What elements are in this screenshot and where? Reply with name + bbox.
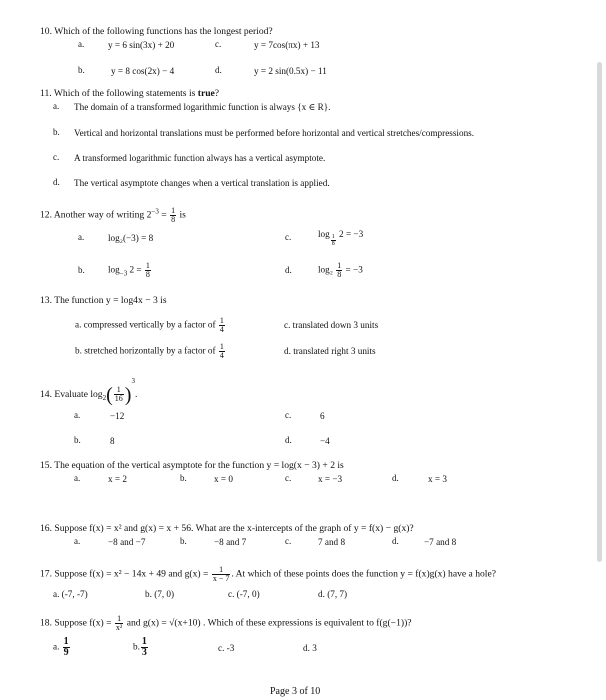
q12-option-a-label[interactable]: a. (78, 232, 85, 242)
q12-option-c-text: log $\frac{1}{8}$ 2 = −3 (318, 229, 364, 247)
q18-option-a[interactable]: a. $\frac{1}{9}$ (53, 636, 69, 658)
q14-option-a-text: −12 (110, 411, 125, 421)
q12-option-d-label[interactable]: d. (285, 265, 292, 275)
q11-option-a-label[interactable]: a. (53, 101, 60, 111)
q15-option-b-label[interactable]: b. (180, 473, 187, 483)
q17-option-a[interactable]: a. (-7, -7) (53, 589, 88, 599)
q12-option-a-text: log₂(−3) = 8 (108, 233, 154, 243)
q11-option-b-label[interactable]: b. (53, 127, 60, 137)
q13-option-a[interactable]: a. compressed vertically by a factor of $\frac{1}{4}$ (75, 316, 224, 334)
q14-option-c-text: 6 (320, 411, 325, 421)
q10-option-b-label[interactable]: b. (78, 65, 85, 75)
q12-option-c-label[interactable]: c. (285, 232, 292, 242)
q15-option-d-text: x = 3 (428, 474, 447, 484)
q16-stem: 16. Suppose f(x) = x² and g(x) = x + 56. What are the x-intercepts of the graph of y = f(x) − g(x)? (40, 523, 414, 534)
q18-option-d[interactable]: d. 3 (303, 643, 317, 653)
q15-option-d-label[interactable]: d. (392, 473, 399, 483)
q11-option-c-label[interactable]: c. (53, 152, 60, 162)
q15-stem: 15. The equation of the vertical asymptote for the function y = log(x − 3) + 2 is (40, 460, 344, 471)
q13-option-d[interactable]: d. translated right 3 units (284, 346, 376, 356)
page-number: Page 3 of 10 (270, 686, 321, 697)
q12-option-d-text: log₂ $\frac{1}{8}$ = −3 (318, 261, 363, 279)
q14-option-b-text: 8 (110, 436, 115, 446)
q17-stem: 17. Suppose f(x) = x² − 14x + 49 and g(x) = $\frac{1}{x - 7}$ . At which of these points does the function y = f(x)g(x) have a hole? (40, 565, 496, 583)
vertical-scrollbar[interactable] (597, 62, 602, 562)
q16-option-b-text: −8 and 7 (214, 537, 247, 547)
q11-option-a-text: The domain of a transformed logarithmic function is always {x ∈ R}. (74, 102, 331, 112)
q10-option-b-text: y = 8 cos(2x) − 4 (111, 66, 175, 76)
q18-option-c[interactable]: c. -3 (218, 643, 235, 653)
q18-stem: 18. Suppose f(x) = $\frac{1}{\text{x²}}$ and g(x) = √(x+10) . Which of these expressions is equivalent to f(g(−1))? (40, 614, 412, 632)
q10-option-a-text: y = 6 sin(3x) + 20 (108, 40, 175, 50)
q15-option-a-text: x = 2 (108, 474, 127, 484)
q15-option-c-text: x = −3 (318, 474, 343, 484)
q10-option-d-label[interactable]: d. (215, 65, 222, 75)
q10-stem: 10. Which of the following functions has the longest period? (40, 26, 273, 37)
q14-option-d-text: −4 (320, 436, 330, 446)
q16-option-a-label[interactable]: a. (74, 536, 81, 546)
q17-option-b[interactable]: b. (7, 0) (145, 589, 175, 599)
q13-option-c[interactable]: c. translated down 3 units (284, 320, 379, 330)
q18-option-b[interactable]: b. $\frac{1}{3}$ (133, 636, 147, 658)
q11-option-c-text: A transformed logarithmic function always has a vertical asymptote. (74, 153, 326, 163)
q17-option-d[interactable]: d. (7, 7) (318, 589, 348, 599)
q11-option-b-text: Vertical and horizontal translations must be performed before horizontal and vertical stretches/compressions. (74, 128, 475, 138)
q13-option-b[interactable]: b. stretched horizontally by a factor of $\frac{1}{4}$ (75, 342, 224, 360)
q16-option-d-label[interactable]: d. (392, 536, 399, 546)
q16-option-b-label[interactable]: b. (180, 536, 187, 546)
q16-option-d-text: −7 and 8 (424, 537, 457, 547)
q11-stem: 11. Which of the following statements is true? (40, 88, 220, 99)
q10-option-a-label[interactable]: a. (78, 39, 85, 49)
q11-option-d-text: The vertical asymptote changes when a vertical translation is applied. (74, 178, 330, 188)
q16-option-a-text: −8 and −7 (108, 537, 146, 547)
q16-option-c-label[interactable]: c. (285, 536, 292, 546)
q10-option-c-label[interactable]: c. (215, 39, 222, 49)
q15-option-b-text: x = 0 (214, 474, 233, 484)
q13-stem: 13. The function y = log4x − 3 is (40, 295, 167, 306)
q12-option-b-text: $\log_{-3} 2$ = $\frac{1}{8}$ (108, 261, 150, 279)
q16-option-c-text: 7 and 8 (318, 537, 346, 547)
q17-option-c[interactable]: c. (-7, 0) (228, 589, 260, 599)
q10-option-d-text: y = 2 sin(0.5x) − 11 (254, 66, 327, 76)
q14-option-d-label[interactable]: d. (285, 435, 292, 445)
q15-option-a-label[interactable]: a. (74, 473, 81, 483)
q12-stem: 12. Another way of writing $2^{-3}$ = $\frac{1}{8}$ is (40, 206, 186, 224)
q15-option-c-label[interactable]: c. (285, 473, 292, 483)
q10-option-c-text: y = 7cos(πx) + 13 (254, 40, 320, 50)
q12-option-b-label[interactable]: b. (78, 265, 85, 275)
q14-stem: 14. Evaluate $\log_2$( $\frac{1}{16}$ )$^3$. (40, 377, 138, 406)
q11-option-d-label[interactable]: d. (53, 177, 60, 187)
q14-option-c-label[interactable]: c. (285, 410, 292, 420)
q14-option-b-label[interactable]: b. (74, 435, 81, 445)
q14-option-a-label[interactable]: a. (74, 410, 81, 420)
